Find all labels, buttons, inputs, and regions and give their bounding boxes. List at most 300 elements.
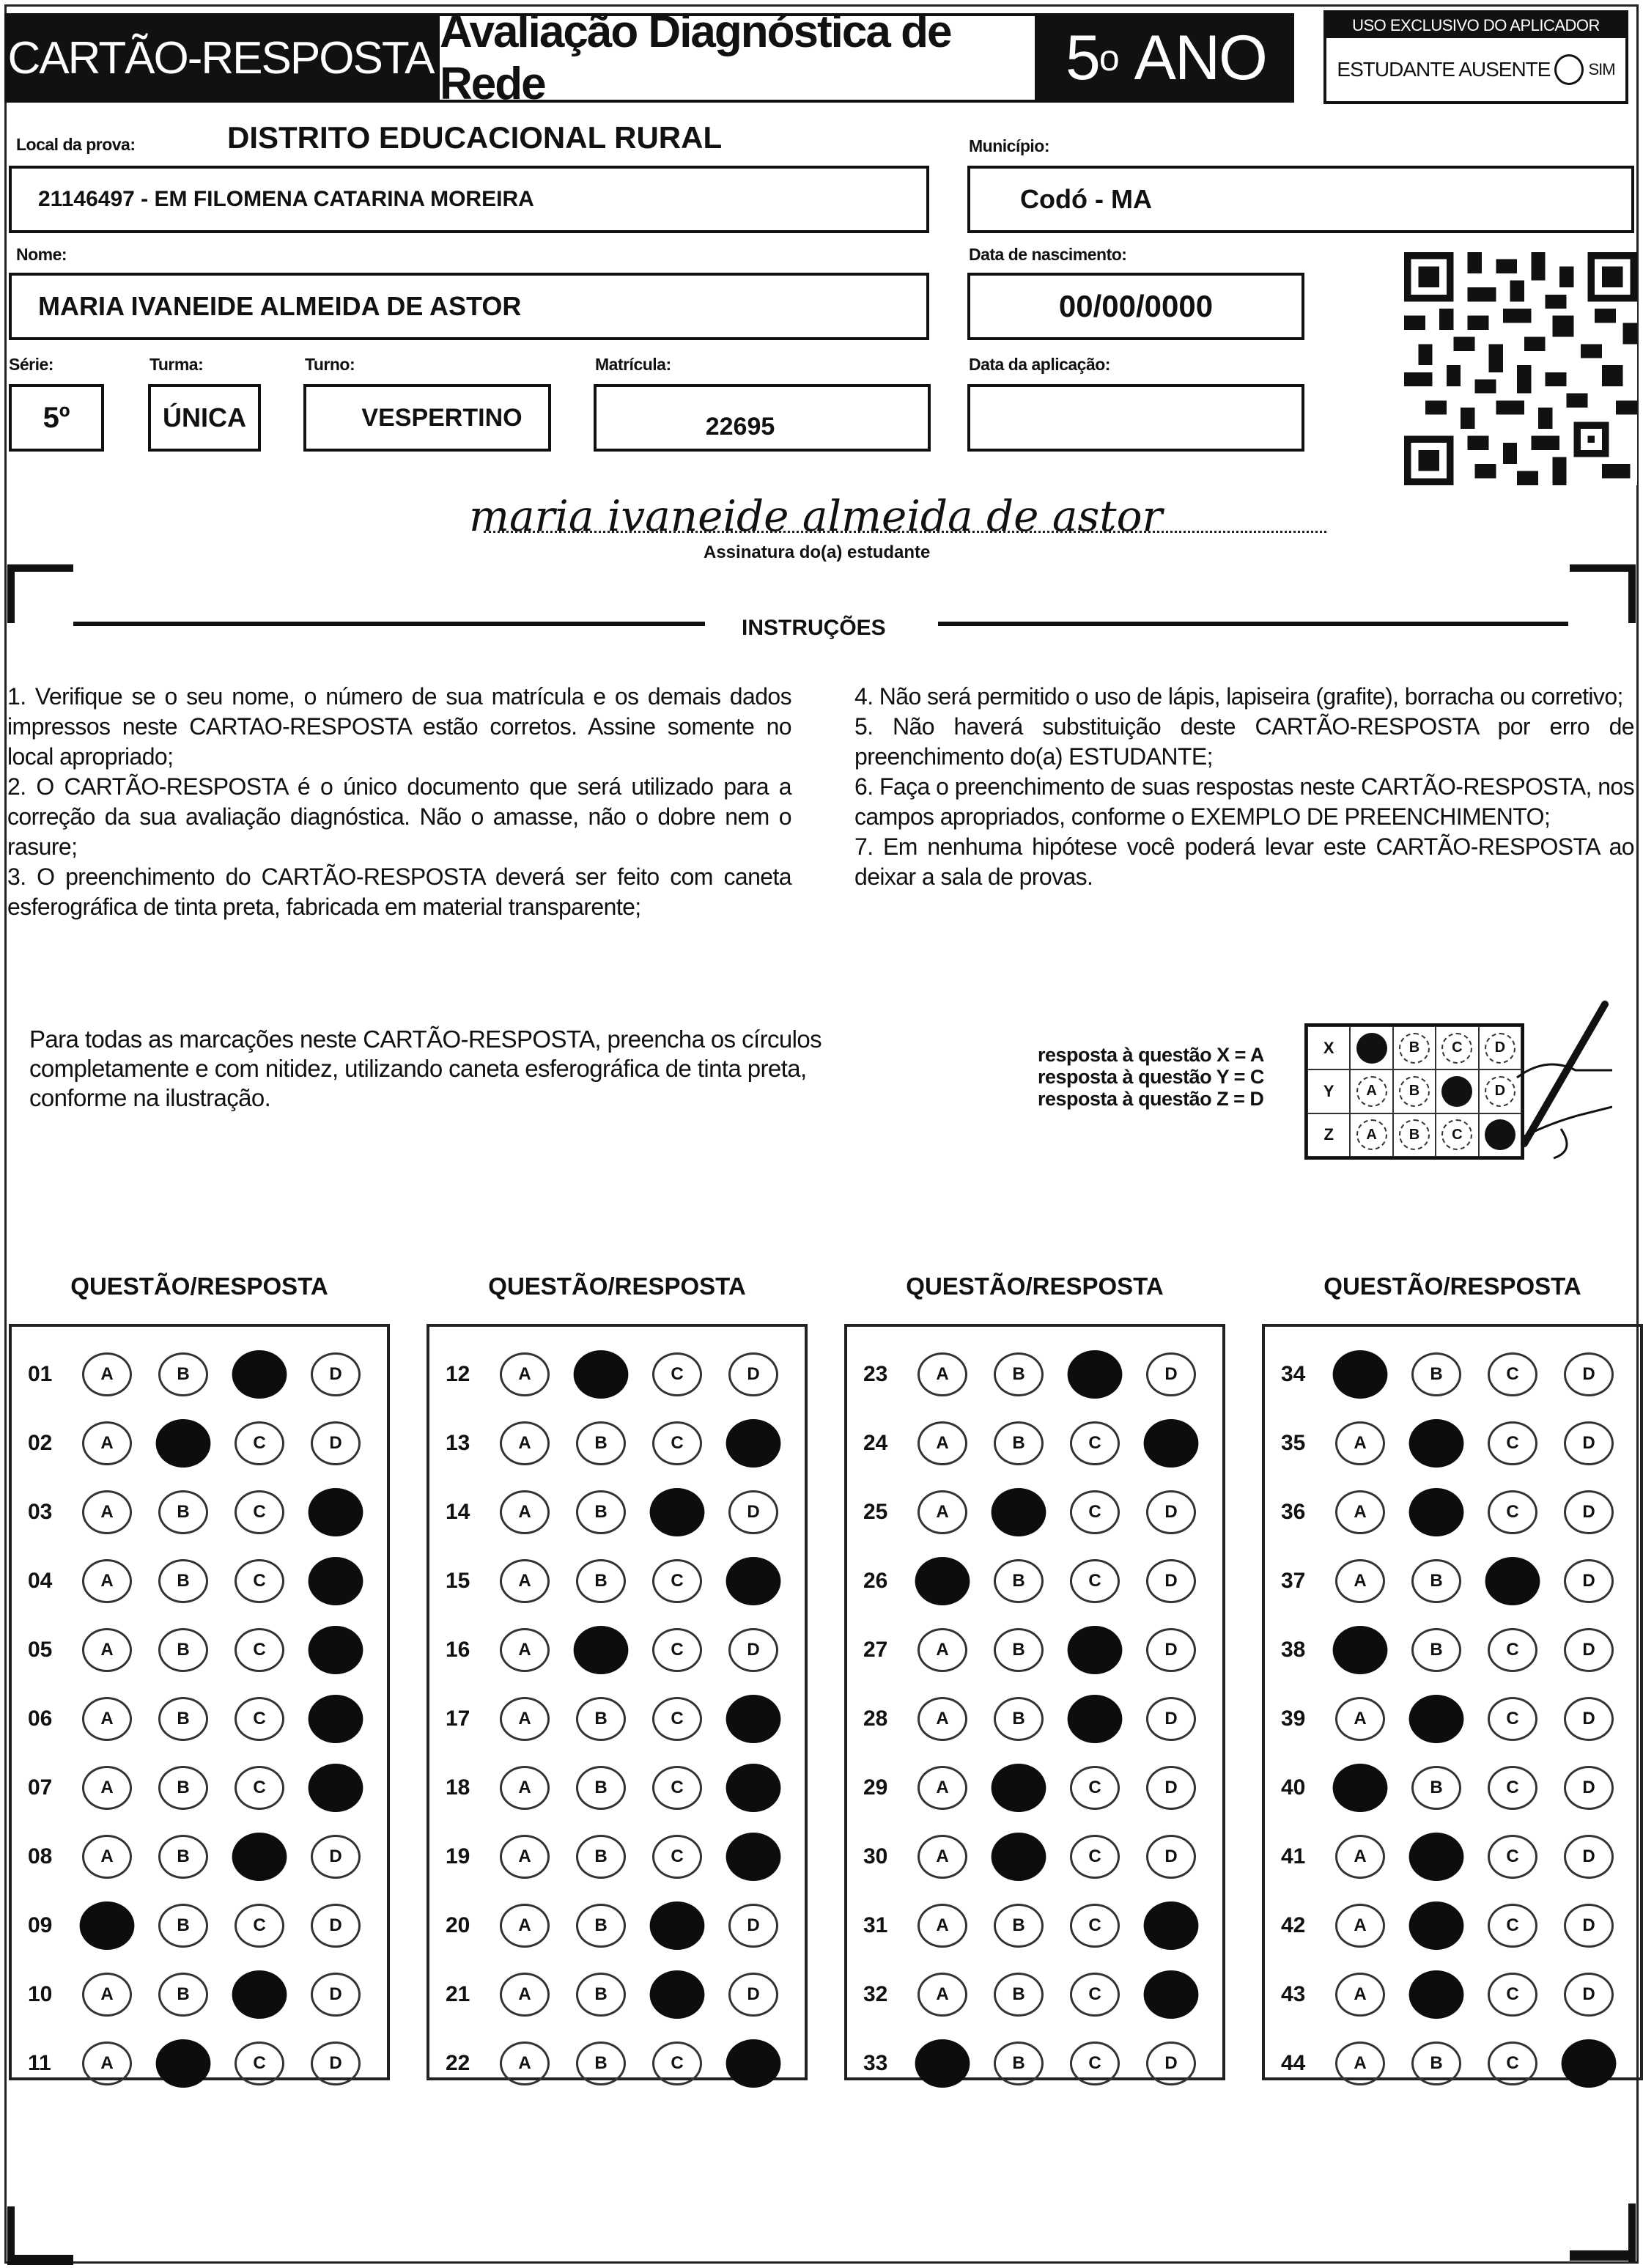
answer-bubble-b[interactable] <box>1409 1833 1464 1881</box>
hand-with-pen-icon <box>1495 997 1612 1173</box>
answer-bubble-b[interactable]: B <box>158 1835 208 1879</box>
answer-row <box>429 1616 805 1685</box>
example-cell <box>1350 1026 1392 1069</box>
answer-bubble-b[interactable]: B <box>158 1904 208 1948</box>
answer-bubble-b[interactable]: B <box>1411 2041 1461 2085</box>
answer-row <box>1265 1685 1640 1753</box>
question-number: 16 <box>446 1638 470 1662</box>
answer-bubble-d[interactable]: D <box>1564 1973 1614 2017</box>
answer-bubble-d[interactable] <box>726 1764 781 1812</box>
answer-bubble-a[interactable]: A <box>918 1697 967 1741</box>
instruction-item: 3. O preenchimento do CARTÃO-RESPOSTA deverá ser feito com caneta esferográfica de tinta preta, fabricada em material transparente; <box>7 864 791 920</box>
answer-bubble-b[interactable]: B <box>576 1559 626 1603</box>
answer-bubble-c[interactable] <box>650 1488 705 1536</box>
answer-bubble-a[interactable]: A <box>918 1973 967 2017</box>
matricula-label: Matrícula: <box>595 355 671 374</box>
answer-bubble-c[interactable] <box>1068 1350 1123 1399</box>
corner-mark-bottom-left <box>7 2255 73 2265</box>
answer-bubble-c[interactable]: C <box>235 1421 284 1465</box>
answer-bubble-c[interactable]: C <box>1070 1766 1120 1810</box>
answer-bubble-d[interactable] <box>726 1695 781 1743</box>
answer-row <box>429 1409 805 1478</box>
question-number: 13 <box>446 1431 470 1455</box>
answer-bubble-c[interactable]: C <box>1488 1421 1537 1465</box>
question-number: 37 <box>1281 1569 1306 1593</box>
answer-bubble-d[interactable]: D <box>1564 1835 1614 1879</box>
answer-bubble-c[interactable] <box>1068 1626 1123 1674</box>
instructions-left-column <box>7 682 791 922</box>
card-title: CARTÃO-RESPOSTA <box>4 13 437 103</box>
answer-bubble-a[interactable]: A <box>918 1835 967 1879</box>
answer-bubble-b[interactable]: B <box>994 2041 1044 2085</box>
answer-bubble-c[interactable]: C <box>1070 1490 1120 1534</box>
answer-bubble-c[interactable]: C <box>1488 1352 1537 1396</box>
answer-bubble-d[interactable]: D <box>728 1628 778 1672</box>
answer-bubble-a[interactable]: A <box>82 1697 132 1741</box>
answer-bubble-d[interactable]: D <box>311 1904 361 1948</box>
example-row-label: X <box>1307 1026 1350 1069</box>
answer-row <box>847 1616 1222 1685</box>
instruction-item: 2. O CARTÃO-RESPOSTA é o único documento que será utilizado para a correção da sua avaliação diagnóstica. Não o amasse, não o dobre nem o rasure; <box>7 773 791 860</box>
answer-bubble-b[interactable]: B <box>158 1490 208 1534</box>
answer-bubble-a[interactable]: A <box>500 1904 550 1948</box>
answer-bubble-d[interactable]: D <box>1146 1352 1196 1396</box>
answer-bubble-a[interactable]: A <box>500 1421 550 1465</box>
answer-bubble-c[interactable] <box>1485 1557 1540 1605</box>
answer-bubble-d[interactable]: D <box>1564 1490 1614 1534</box>
question-number: 34 <box>1281 1362 1306 1386</box>
answer-bubble-d[interactable]: D <box>1146 1835 1196 1879</box>
answer-column-title: QUESTÃO/RESPOSTA <box>70 1273 328 1300</box>
answer-bubble-c[interactable]: C <box>1070 2041 1120 2085</box>
answer-bubble-a[interactable]: A <box>82 1421 132 1465</box>
answer-bubble-a[interactable] <box>1333 1626 1388 1674</box>
answer-bubble-b[interactable] <box>156 1419 211 1468</box>
turma-field <box>148 384 261 452</box>
answer-bubble-d[interactable]: D <box>728 1352 778 1396</box>
answer-bubble-b[interactable]: B <box>158 1973 208 2017</box>
answer-bubble-c[interactable]: C <box>652 1421 702 1465</box>
answer-row <box>12 1685 387 1753</box>
answer-bubble-a[interactable]: A <box>500 1559 550 1603</box>
answer-row <box>12 1547 387 1616</box>
answer-bubble-c[interactable]: C <box>235 1904 284 1948</box>
answer-bubble-b[interactable]: B <box>994 1421 1044 1465</box>
answer-bubble-a[interactable]: A <box>1335 1904 1385 1948</box>
answer-bubble-b[interactable] <box>1409 1488 1464 1536</box>
answer-bubble-b[interactable]: B <box>576 1766 626 1810</box>
answer-row <box>847 1960 1222 2029</box>
answer-bubble-a[interactable]: A <box>500 1697 550 1741</box>
answer-bubble-b[interactable]: B <box>994 1904 1044 1948</box>
answer-bubble-c[interactable]: C <box>235 1766 284 1810</box>
answer-row <box>12 1478 387 1547</box>
answer-bubble-d[interactable]: D <box>1146 1766 1196 1810</box>
question-number: 27 <box>863 1638 888 1662</box>
answer-bubble-c[interactable] <box>232 1350 287 1399</box>
answer-bubble-a[interactable] <box>915 1557 970 1605</box>
answer-bubble-b[interactable] <box>574 1350 629 1399</box>
question-number: 19 <box>446 1844 470 1868</box>
answer-bubble-c[interactable] <box>232 1970 287 2019</box>
answer-bubble-a[interactable]: A <box>918 1766 967 1810</box>
question-number: 21 <box>446 1982 470 2006</box>
answer-bubble-a[interactable]: A <box>82 1352 132 1396</box>
turma-label: Turma: <box>149 355 204 374</box>
municipio-field <box>967 166 1634 233</box>
answer-bubble-d[interactable]: D <box>1564 1628 1614 1672</box>
answer-bubble-a[interactable]: A <box>918 1421 967 1465</box>
answer-bubble-c[interactable]: C <box>1070 1559 1120 1603</box>
example-bubble-c: C <box>1441 1119 1472 1150</box>
nome-label: Nome: <box>16 245 67 264</box>
filling-instructions: Para todas as marcações neste CARTÃO-RESPOSTA, preencha os círculos completamente e com nitidez, utilizando caneta esferográfica de tinta preta, conforme na ilustração. <box>29 1026 822 1111</box>
answer-bubble-c[interactable]: C <box>652 1559 702 1603</box>
answer-row <box>847 2029 1222 2098</box>
local-field <box>9 166 929 233</box>
turno-value: VESPERTINO <box>361 403 523 432</box>
answer-bubble-c[interactable]: C <box>235 1559 284 1603</box>
answer-bubble-c[interactable]: C <box>1488 1628 1537 1672</box>
answer-bubble-c[interactable]: C <box>652 1628 702 1672</box>
answer-bubble-c[interactable]: C <box>1488 1490 1537 1534</box>
question-number: 17 <box>446 1706 470 1731</box>
distrito-name: DISTRITO EDUCACIONAL RURAL <box>227 120 723 155</box>
answer-bubble-b[interactable]: B <box>994 1628 1044 1672</box>
answer-bubble-a[interactable]: A <box>1335 1559 1385 1603</box>
answer-bubble-a[interactable]: A <box>1335 1421 1385 1465</box>
example-legend-line: resposta à questão Z = D <box>1038 1088 1264 1110</box>
answer-bubble-a[interactable]: A <box>82 1835 132 1879</box>
answer-bubble-c[interactable]: C <box>652 1835 702 1879</box>
example-bubble-a: A <box>1356 1076 1387 1107</box>
absent-option-label: SIM <box>1588 60 1615 78</box>
answer-bubble-b[interactable]: B <box>158 1697 208 1741</box>
example-cell <box>1436 1026 1478 1069</box>
aplicacao-field <box>967 384 1304 452</box>
answer-bubble-b[interactable]: B <box>576 1973 626 2017</box>
answer-bubble-c[interactable]: C <box>1070 1973 1120 2017</box>
answer-bubble-d[interactable]: D <box>311 1421 361 1465</box>
answer-bubble-d[interactable] <box>309 1557 363 1605</box>
answer-bubble-d[interactable]: D <box>1146 1628 1196 1672</box>
answer-bubble-c[interactable]: C <box>1488 1973 1537 2017</box>
grade-word: ANO <box>1134 22 1266 93</box>
instructions-right-column <box>854 682 1634 892</box>
answer-column-4 <box>1262 1324 1643 2080</box>
answer-bubble-c[interactable]: C <box>652 1766 702 1810</box>
answer-bubble-b[interactable]: B <box>158 1766 208 1810</box>
answer-bubble-a[interactable]: A <box>82 1973 132 2017</box>
answer-bubble-a[interactable]: A <box>500 1835 550 1879</box>
answer-bubble-d[interactable] <box>1144 1901 1199 1950</box>
answer-bubble-a[interactable]: A <box>82 1766 132 1810</box>
answer-row <box>1265 1340 1640 1409</box>
answer-bubble-d[interactable] <box>1144 1970 1199 2019</box>
answer-bubble-c[interactable]: C <box>1488 1697 1537 1741</box>
answer-row <box>12 1822 387 1891</box>
answer-row <box>1265 2029 1640 2098</box>
answer-bubble-c[interactable] <box>232 1833 287 1881</box>
nome-value: MARIA IVANEIDE ALMEIDA DE ASTOR <box>38 291 522 321</box>
answer-row <box>847 1891 1222 1960</box>
answer-column-2 <box>427 1324 808 2080</box>
answer-bubble-a[interactable] <box>1333 1764 1388 1812</box>
question-number: 24 <box>863 1431 888 1455</box>
answer-bubble-d[interactable] <box>1562 2039 1617 2088</box>
answer-bubble-d[interactable] <box>726 2039 781 2088</box>
example-cell <box>1393 1026 1436 1069</box>
answer-bubble-c[interactable]: C <box>652 2041 702 2085</box>
answer-row <box>847 1409 1222 1478</box>
answer-row <box>847 1478 1222 1547</box>
signature-label: Assinatura do(a) estudante <box>704 542 931 562</box>
answer-bubble-a[interactable]: A <box>1335 2041 1385 2085</box>
answer-bubble-a[interactable]: A <box>1335 1973 1385 2017</box>
question-number: 33 <box>863 2051 888 2075</box>
answer-bubble-d[interactable]: D <box>311 1835 361 1879</box>
answer-bubble-b[interactable]: B <box>1411 1352 1461 1396</box>
answer-bubble-b[interactable] <box>1409 1901 1464 1950</box>
example-bubble-a <box>1356 1033 1387 1064</box>
answer-bubble-d[interactable]: D <box>1564 1352 1614 1396</box>
answer-row <box>1265 1616 1640 1685</box>
answer-bubble-a[interactable]: A <box>500 1973 550 2017</box>
answer-bubble-d[interactable] <box>726 1419 781 1468</box>
answer-bubble-d[interactable]: D <box>1564 1904 1614 1948</box>
answer-bubble-c[interactable]: C <box>1488 2041 1537 2085</box>
answer-bubble-a[interactable]: A <box>500 1490 550 1534</box>
question-number: 10 <box>28 1982 53 2006</box>
answer-bubble-c[interactable]: C <box>652 1697 702 1741</box>
answer-bubble-d[interactable]: D <box>1146 1559 1196 1603</box>
question-number: 43 <box>1281 1982 1306 2006</box>
answer-row <box>12 1616 387 1685</box>
answer-bubble-b[interactable]: B <box>1411 1766 1461 1810</box>
question-number: 08 <box>28 1844 53 1868</box>
answer-bubble-c[interactable]: C <box>235 1490 284 1534</box>
answer-bubble-a[interactable] <box>1333 1350 1388 1399</box>
answer-bubble-a[interactable]: A <box>1335 1490 1385 1534</box>
answer-bubble-a[interactable]: A <box>1335 1835 1385 1879</box>
answer-bubble-a[interactable]: A <box>500 2041 550 2085</box>
student-signature <box>469 476 1363 550</box>
answer-bubble-c[interactable] <box>1068 1695 1123 1743</box>
question-number: 29 <box>863 1775 888 1800</box>
answer-bubble-c[interactable]: C <box>235 1628 284 1672</box>
answer-bubble-a[interactable]: A <box>918 1904 967 1948</box>
applicator-box-title: USO EXCLUSIVO DO APLICADOR <box>1326 13 1625 38</box>
answer-bubble-d[interactable] <box>309 1764 363 1812</box>
answer-bubble-b[interactable] <box>992 1833 1046 1881</box>
answer-bubble-b[interactable]: B <box>158 1559 208 1603</box>
question-number: 01 <box>28 1362 53 1386</box>
answer-bubble-b[interactable]: B <box>994 1559 1044 1603</box>
answer-bubble-a[interactable]: A <box>1335 1697 1385 1741</box>
answer-bubble-b[interactable] <box>992 1764 1046 1812</box>
answer-bubble-b[interactable] <box>1409 1970 1464 2019</box>
corner-mark-top-right-v <box>1628 564 1636 623</box>
answer-bubble-a[interactable]: A <box>82 1559 132 1603</box>
answer-bubble-c[interactable] <box>650 1970 705 2019</box>
instructions-divider-left <box>73 622 705 626</box>
answer-row <box>847 1822 1222 1891</box>
aplicacao-label: Data da aplicação: <box>969 355 1110 374</box>
answer-bubble-c[interactable]: C <box>652 1352 702 1396</box>
turno-label: Turno: <box>305 355 355 374</box>
answer-bubble-b[interactable] <box>992 1488 1046 1536</box>
answer-bubble-d[interactable] <box>726 1833 781 1881</box>
answer-bubble-d[interactable] <box>1144 1419 1199 1468</box>
turno-field <box>303 384 551 452</box>
answer-bubble-d[interactable]: D <box>728 1490 778 1534</box>
example-bubble-c <box>1441 1076 1472 1107</box>
answer-bubble-b[interactable]: B <box>576 1835 626 1879</box>
answer-bubble-a[interactable]: A <box>918 1352 967 1396</box>
answer-bubble-c[interactable]: C <box>1488 1904 1537 1948</box>
answer-bubble-d[interactable]: D <box>311 1352 361 1396</box>
answer-bubble-b[interactable]: B <box>576 1904 626 1948</box>
answer-bubble-c[interactable]: C <box>1070 1835 1120 1879</box>
answer-bubble-b[interactable]: B <box>576 1697 626 1741</box>
serie-label: Série: <box>9 355 53 374</box>
answer-bubble-a[interactable] <box>80 1901 135 1950</box>
question-number: 15 <box>446 1569 470 1593</box>
example-cell <box>1436 1069 1478 1113</box>
example-grid <box>1304 1023 1524 1160</box>
answer-bubble-b[interactable] <box>1409 1695 1464 1743</box>
instruction-item: 6. Faça o preenchimento de suas respostas neste CARTÃO-RESPOSTA, nos campos apropriados, conforme o EXEMPLO DE PREENCHIMENTO; <box>854 773 1634 830</box>
answer-bubble-c[interactable]: C <box>1488 1835 1537 1879</box>
qr-code-icon <box>1400 252 1642 485</box>
absent-label: ESTUDANTE AUSENTE <box>1337 58 1551 81</box>
answer-bubble-c[interactable]: C <box>1488 1766 1537 1810</box>
question-number: 14 <box>446 1500 470 1524</box>
answer-bubble-c[interactable]: C <box>235 1697 284 1741</box>
question-number: 23 <box>863 1362 888 1386</box>
question-number: 20 <box>446 1913 470 1937</box>
answer-row <box>12 1891 387 1960</box>
answer-bubble-d[interactable]: D <box>1564 1421 1614 1465</box>
question-number: 39 <box>1281 1706 1306 1731</box>
instructions-title: INSTRUÇÕES <box>742 616 886 640</box>
example-legend-line: resposta à questão Y = C <box>1038 1066 1264 1088</box>
answer-bubble-b[interactable] <box>574 1626 629 1674</box>
answer-bubble-a[interactable]: A <box>82 2041 132 2085</box>
answer-bubble-d[interactable]: D <box>311 2041 361 2085</box>
answer-row <box>1265 1753 1640 1822</box>
nascimento-value: 00/00/0000 <box>1058 289 1214 323</box>
answer-bubble-a[interactable]: A <box>918 1490 967 1534</box>
answer-bubble-b[interactable]: B <box>576 2041 626 2085</box>
answer-bubble-d[interactable]: D <box>728 1904 778 1948</box>
corner-mark-bottom-right <box>1570 2250 1636 2261</box>
answer-bubble-a[interactable]: A <box>500 1628 550 1672</box>
answer-bubble-b[interactable]: B <box>994 1352 1044 1396</box>
answer-bubble-d[interactable] <box>309 1695 363 1743</box>
question-number: 07 <box>28 1775 53 1800</box>
grade-title <box>1038 13 1294 103</box>
answer-row <box>429 1960 805 2029</box>
question-number: 04 <box>28 1569 53 1593</box>
answer-bubble-b[interactable]: B <box>994 1697 1044 1741</box>
answer-row <box>429 1753 805 1822</box>
answer-bubble-b[interactable]: B <box>158 1352 208 1396</box>
question-number: 05 <box>28 1638 53 1662</box>
example-row-label: Y <box>1307 1069 1350 1113</box>
answer-bubble-b[interactable]: B <box>576 1490 626 1534</box>
question-number: 30 <box>863 1844 888 1868</box>
question-number: 36 <box>1281 1500 1306 1524</box>
answer-bubble-b[interactable] <box>1409 1419 1464 1468</box>
answer-bubble-d[interactable]: D <box>728 1973 778 2017</box>
question-number: 06 <box>28 1706 53 1731</box>
grade-number: 5 <box>1066 22 1099 93</box>
answer-bubble-b[interactable]: B <box>994 1973 1044 2017</box>
exam-title: Avaliação Diagnóstica de Rede <box>437 13 1038 103</box>
answer-bubble-a[interactable]: A <box>82 1628 132 1672</box>
question-number: 25 <box>863 1500 888 1524</box>
answer-bubble-d[interactable]: D <box>311 1973 361 2017</box>
answer-row <box>1265 1960 1640 2029</box>
instructions-divider-right <box>938 622 1568 626</box>
answer-bubble-d[interactable] <box>309 1626 363 1674</box>
answer-bubble-c[interactable]: C <box>1070 1421 1120 1465</box>
answer-bubble-a[interactable]: A <box>918 1628 967 1672</box>
answer-bubble-d[interactable] <box>726 1557 781 1605</box>
question-number: 28 <box>863 1706 888 1731</box>
answer-bubble-b[interactable]: B <box>1411 1559 1461 1603</box>
answer-bubble-d[interactable]: D <box>1564 1766 1614 1810</box>
question-number: 40 <box>1281 1775 1306 1800</box>
turma-value: ÚNICA <box>163 402 246 432</box>
answer-bubble-c[interactable]: C <box>235 2041 284 2085</box>
answer-bubble-d[interactable]: D <box>1146 1490 1196 1534</box>
answer-bubble-a[interactable]: A <box>500 1766 550 1810</box>
example-bubble-a: A <box>1356 1119 1387 1150</box>
example-row-label: Z <box>1307 1113 1350 1157</box>
absent-bubble[interactable] <box>1554 54 1584 85</box>
answer-bubble-c[interactable] <box>650 1901 705 1950</box>
answer-bubble-a[interactable] <box>915 2039 970 2088</box>
question-number: 38 <box>1281 1638 1306 1662</box>
nascimento-field <box>967 273 1304 340</box>
example-cell <box>1436 1113 1478 1157</box>
local-value: 21146497 - EM FILOMENA CATARINA MOREIRA <box>38 187 534 211</box>
answer-bubble-b[interactable]: B <box>158 1628 208 1672</box>
instruction-item: 4. Não será permitido o uso de lápis, lapiseira (grafite), borracha ou corretivo; <box>854 683 1623 710</box>
answer-bubble-d[interactable]: D <box>1564 1559 1614 1603</box>
answer-row <box>847 1547 1222 1616</box>
answer-bubble-a[interactable]: A <box>500 1352 550 1396</box>
answer-row <box>429 1822 805 1891</box>
question-number: 44 <box>1281 2051 1306 2075</box>
answer-row <box>847 1685 1222 1753</box>
question-number: 41 <box>1281 1844 1306 1868</box>
answer-bubble-a[interactable]: A <box>82 1490 132 1534</box>
answer-bubble-b[interactable]: B <box>1411 1628 1461 1672</box>
answer-bubble-d[interactable]: D <box>1146 2041 1196 2085</box>
answer-bubble-c[interactable]: C <box>1070 1904 1120 1948</box>
example-bubble-b: B <box>1399 1033 1430 1064</box>
answer-bubble-b[interactable]: B <box>576 1421 626 1465</box>
answer-row <box>429 1478 805 1547</box>
answer-bubble-d[interactable] <box>309 1488 363 1536</box>
answer-bubble-b[interactable] <box>156 2039 211 2088</box>
answer-bubble-d[interactable]: D <box>1146 1697 1196 1741</box>
answer-bubble-d[interactable]: D <box>1564 1697 1614 1741</box>
answer-row <box>1265 1547 1640 1616</box>
